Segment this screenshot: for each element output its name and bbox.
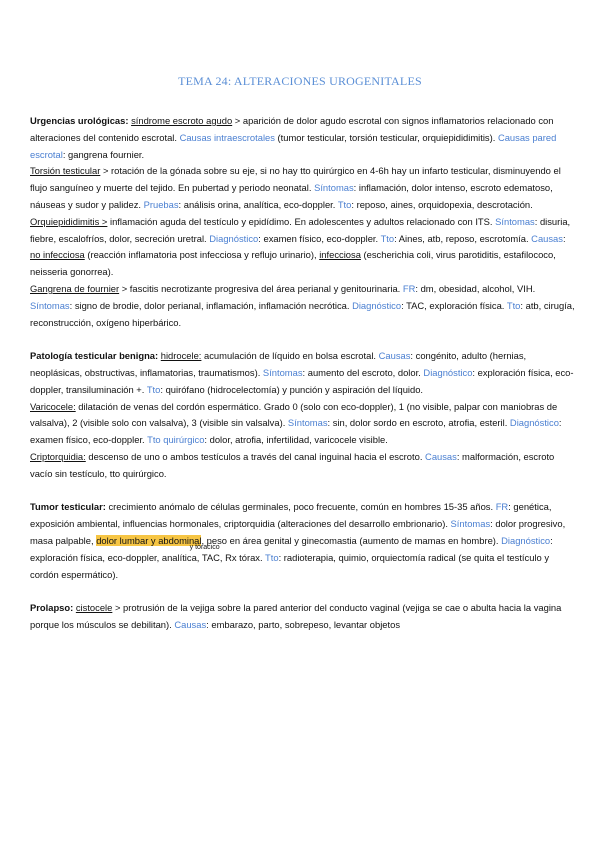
text: : quirófano (hidrocelectomía) y punción y aspiración del líquido. <box>160 383 424 395</box>
text: : gangrena fournier. <box>62 148 145 160</box>
label-sintomas: Síntomas <box>30 299 70 311</box>
text: : análisis orina, analítica, eco-doppler. <box>178 198 338 210</box>
para-varicocele <box>30 399 575 449</box>
text: : examen físico, eco-doppler. <box>258 232 381 244</box>
text: , peso en área genital y ginecomastia (aumento de mamas en hombre). <box>201 534 502 546</box>
para-tumor-testicular <box>30 499 575 583</box>
heading-tumor-testicular: Tumor testicular: <box>30 501 106 513</box>
label-diagnostico: Diagnóstico <box>501 534 551 546</box>
label-tto: Tto <box>506 299 521 311</box>
text: : atb, cirugía, reconstrucción, oxígeno hiperbárico. <box>30 299 575 328</box>
label-sintomas: Síntomas <box>495 215 535 227</box>
text: : dolor progresivo, masa palpable, <box>30 518 566 546</box>
annotated-text <box>107 543 266 563</box>
text: : dm, obesidad, alcohol, VIH. <box>415 282 536 294</box>
text: (tumor testicular, torsión testicular, orquiepididimitis). <box>274 131 498 143</box>
text: descenso de uno o ambos testículos a través del canal inguinal hacia el escroto. <box>85 450 426 462</box>
label-diagnostico: Diagnóstico <box>352 299 402 311</box>
text: acumulación de líquido en bolsa escrotal. <box>201 350 379 362</box>
term-infecciosa: infecciosa <box>319 249 361 261</box>
text: (reacción inflamatoria post infecciosa y reflujo urinario), <box>84 249 320 261</box>
term-gangrena-fournier: Gangrena de fournier <box>30 282 120 294</box>
text: : exploración física, <box>30 534 553 563</box>
section-urgencias <box>30 113 575 331</box>
text: > aparición de dolor agudo escrotal con signos inflamatorios relacionado con alteraciones del contenido escrotal. <box>30 115 554 143</box>
label-fr: FR <box>402 282 416 294</box>
para-cistocele <box>30 600 575 634</box>
heading-prolapso: Prolapso: <box>30 602 74 614</box>
label-sintomas: Síntomas <box>314 182 354 194</box>
para-hidrocele <box>30 348 575 398</box>
label-causas-intraescrotales: Causas intraescrotales <box>179 131 275 143</box>
text: : congénito, adulto (hernias, neoplásicas, obstructivas, inflamatorias, traumatismos). <box>30 350 527 378</box>
section-prolapso <box>30 600 575 634</box>
heading-patologia-benigna: Patología testicular benigna: <box>30 350 159 362</box>
label-tto-quirurgico: Tto quirúrgico <box>147 434 205 446</box>
text: : sin, dolor sordo en escroto, atrofia, esteril. <box>327 417 510 429</box>
heading-urgencias: Urgencias urológicas: <box>30 115 129 126</box>
term-no-infecciosa: no infecciosa <box>30 249 85 261</box>
label-fr: FR <box>495 501 509 513</box>
text: eco-doppler, analítica, TAC, Rx tórax. <box>107 551 266 563</box>
para-torsion-testicular <box>30 163 575 213</box>
label-diagnostico: Diagnóstico <box>509 417 559 429</box>
term-sindrome-escroto-agudo: síndrome escroto agudo <box>131 115 233 126</box>
label-sintomas: Síntomas <box>262 366 303 378</box>
text: : Aines, atb, reposo, escrotomía. <box>394 232 532 244</box>
term-orquiepididimitis: Orquiepididimitis > <box>30 215 108 227</box>
label-tto: Tto <box>337 198 352 210</box>
text: : signo de brodie, dolor perianal, inflamación, inflamación necrótica. <box>69 299 353 311</box>
label-pruebas: Pruebas <box>143 198 179 210</box>
text: : exploración física, eco-doppler, transiluminación +. <box>30 366 574 395</box>
text: : aumento del escroto, dolor. <box>302 366 424 378</box>
label-sintomas: Síntomas <box>287 417 328 429</box>
term-torsion-testicular: Torsión testicular <box>30 165 101 177</box>
term-hidrocele: hidrocele: <box>160 350 202 362</box>
term-varicocele: Varicocele: <box>30 400 76 412</box>
text: inflamación aguda del testículo y epidídimo. En adolescentes y adultos relacionado con ITS. <box>107 215 496 227</box>
text: : dolor, atrofia, infertilidad, varicocele visible. <box>204 434 388 446</box>
text: : inflamación, dolor intenso, escroto edematoso, náuseas y sudor y palidez. <box>30 182 553 210</box>
text: > protrusión de la vejiga sobre la pared anterior del conducto vaginal (vejiga se cae o abulta hacia la vagina porque los músculos se debilitan). <box>30 602 562 630</box>
text: : genética, exposición ambiental, influencias hormonales, criptorquidia (alteraciones del desarrollo embrionario). <box>30 501 552 530</box>
text: : TAC, exploración física. <box>401 299 507 311</box>
label-diagnostico: Diagnóstico <box>209 232 259 244</box>
text: : embarazo, parto, sobrepeso, levantar objetos <box>206 618 401 630</box>
text: crecimiento anómalo de células germinales, poco frecuente, común en hombres 15-35 años. <box>105 501 496 513</box>
document-body <box>30 113 575 651</box>
para-sindrome-escroto-agudo <box>30 113 575 163</box>
para-orquiepididimitis <box>30 214 575 281</box>
term-cistocele: cistocele <box>75 602 113 614</box>
label-tto: Tto <box>380 232 395 244</box>
handwritten-note-toracico: y tóracico <box>189 543 220 551</box>
para-criptorquidia <box>30 449 575 483</box>
label-causas: Causas <box>425 450 457 462</box>
label-tto: Tto <box>146 383 161 395</box>
text: dilatación de venas del cordón espermático. Grado 0 (solo con eco-doppler), 1 (no visible, palpar con maniobras de valsalva), 2 (visible solo con valsalva), 3 (visible sin valsalva). <box>30 400 558 429</box>
label-tto: Tto <box>265 551 279 563</box>
text: : disuria, fiebre, escalofríos, dolor, secreción uretral. <box>30 215 571 244</box>
term-criptorquidia: Criptorquidia: <box>30 450 86 462</box>
label-causas: Causas <box>531 232 563 244</box>
text: : malformación, escroto vacío sin testículo, tto quirúrgico. <box>30 450 555 479</box>
text: > rotación de la gónada sobre su eje, si no hay tto quirúrgico en 4-6h hay un infarto testicular, disminuyendo el flujo sanguíneo y muerte del tejido. En pubertad y periodo neonatal. <box>30 165 561 194</box>
section-patologia-benigna <box>30 348 575 482</box>
text: : examen físico, eco-doppler. <box>30 417 562 446</box>
text: : radioterapia, quimio, orquiectomía radical (se quita el testículo y cordón espermático). <box>30 551 550 580</box>
text: (escherichia coli, virus parotiditis, estafilococo, neisseria gonorrea). <box>30 249 556 278</box>
page-title: TEMA 24: ALTERACIONES UROGENITALES <box>178 74 422 88</box>
label-causas-pared: Causas pared escrotal <box>30 131 557 160</box>
label-diagnostico: Diagnóstico <box>423 366 473 378</box>
highlight-dolor-lumbar: dolor lumbar y abdominal <box>96 534 202 546</box>
label-sintomas: Síntomas <box>450 518 491 530</box>
text: : reposo, aines, orquidopexia, descrotación. <box>351 198 533 210</box>
para-gangrena-fournier <box>30 281 575 331</box>
text: : <box>562 232 566 244</box>
label-causas: Causas <box>174 618 207 630</box>
label-causas: Causas <box>378 350 411 362</box>
section-tumor-testicular <box>30 499 575 583</box>
text: > fascitis necrotizante progresiva del área perianal y genitourinaria. <box>119 282 403 294</box>
